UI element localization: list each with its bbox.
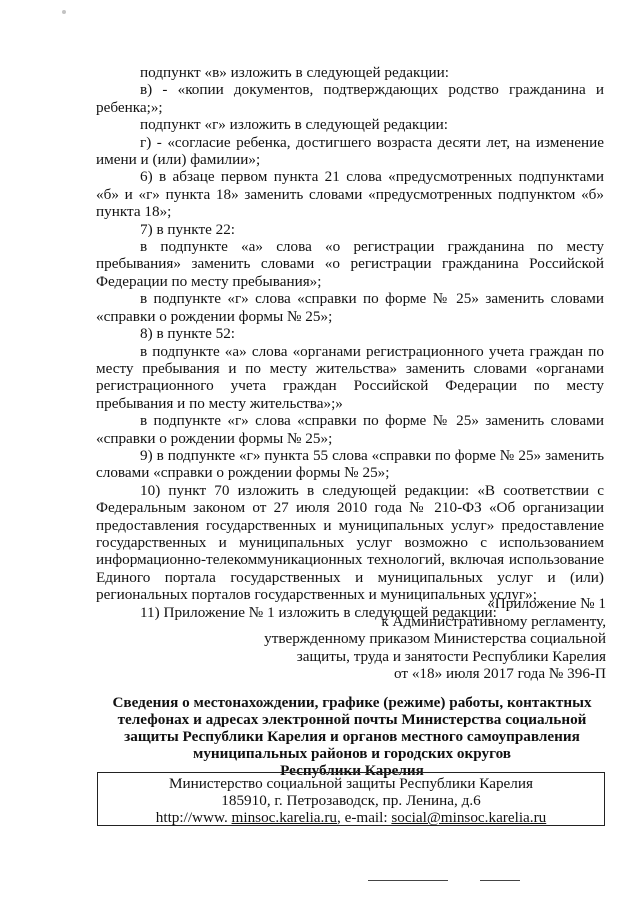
appendix-line: от «18» июля 2017 года № 396-П [394, 665, 606, 683]
email-label: , e-mail: [336, 809, 392, 826]
email-link[interactable]: social@minsoc.karelia.ru [391, 809, 547, 826]
appendix-reference [264, 595, 606, 683]
ministry-name: Министерство социальной защиты Республики Карелия [169, 775, 533, 792]
ministry-info-table [97, 772, 605, 826]
heading-line: защиты Республики Карелия и органов местного самоуправления [124, 728, 580, 745]
http-label: http://www. [155, 809, 232, 826]
paragraph: 9) в подпункте «г» пункта 55 слова «справки по форме № 25» заменить словами «справки о рождении формы № 25»; [96, 446, 604, 482]
heading-line: муниципальных районов и городских округов [192, 745, 512, 762]
section-heading [112, 694, 592, 779]
paragraph: 7) в пункте 22: [140, 220, 236, 238]
appendix-line: «Приложение № 1 [487, 595, 606, 612]
paragraph: в подпункте «а» слова «о регистрации гражданина по месту пребывания» заменить словами «о регистрации гражданина Российской Федерации по месту пребывания»; [96, 238, 604, 290]
appendix-line: защиты, труда и занятости Республики Карелия [296, 647, 606, 665]
paragraph: в подпункте «а» слова «органами регистрационного учета граждан по месту пребывания и по месту жительства» заменить словами «органами регистрационного учета граждан Российской Федерации по месту пребывания и по месту жительства»;» [96, 342, 604, 412]
ministry-address: 185910, г. Петрозаводск, пр. Ленина, д.6 [221, 792, 481, 809]
contact-line [98, 809, 604, 826]
paragraph: в подпункте «г» слова «справки по форме № 25» заменить словами «справки о рождении формы № 25»; [96, 290, 604, 325]
scan-speck [62, 10, 66, 14]
bottom-rule [368, 880, 448, 881]
paragraph: 10) пункт 70 изложить в следующей редакции: «В соответствии с Федеральным законом от 27 июля 2010 года № 210-ФЗ «Об организации предоставления государственных и муниципальных услуг» предоставление государственных и муниципальных услуг возможно с использованием информационно-телекоммуникационных технологий, включая использование Единого портала государственных и муниципальных услуг и (или) региональных порталов государственных и муниципальных услуг»; [96, 481, 604, 604]
paragraph: 8) в пункте 52: [140, 325, 236, 343]
heading-line: Республики Карелия [280, 762, 424, 779]
heading-line: Сведения о местонахождении, графике (режиме) работы, контактных [112, 694, 592, 711]
bottom-rule [480, 880, 520, 881]
paragraph: в подпункте «г» слова «справки по форме № 25» заменить словами «справки о рождении формы № 25»; [96, 412, 604, 447]
paragraph: подпункт «в» изложить в следующей редакции: [140, 64, 449, 81]
paragraph: 11) Приложение № 1 изложить в следующей редакции: [140, 603, 497, 621]
paragraph: подпункт «г» изложить в следующей редакции: [140, 116, 449, 134]
paragraph: в) - «копии документов, подтверждающих родство гражданина и ребенка;»; [96, 81, 604, 116]
appendix-line: к Административному регламенту, [381, 612, 606, 630]
appendix-line: утвержденному приказом Министерства социальной [264, 630, 606, 648]
heading-line: телефонах и адресах электронной почты Министерства социальной [117, 711, 587, 728]
amendment-text [96, 64, 604, 621]
paragraph: г) - «согласие ребенка, достигшего возраста десяти лет, на изменение имени и (или) фамилии»; [96, 133, 604, 169]
paragraph: 6) в абзаце первом пункта 21 слова «предусмотренных подпунктами «б» и «г» пункта 18» заменить словами «предусмотренных подпунктом «б» пункта 18»; [96, 168, 604, 221]
website-link[interactable]: minsoc.karelia.ru [231, 809, 337, 826]
